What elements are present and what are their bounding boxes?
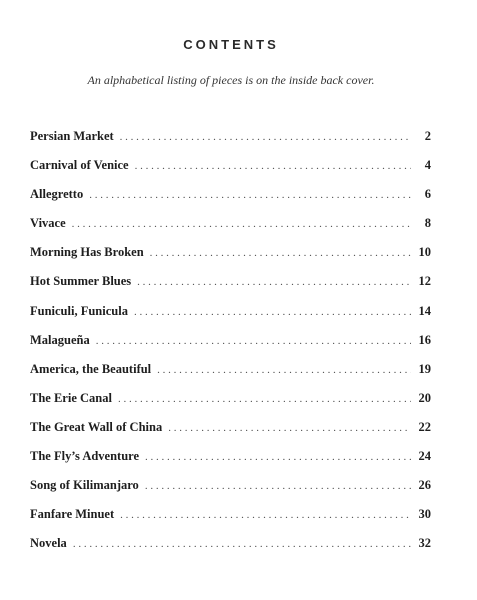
- toc-entry[interactable]: [30, 420, 431, 449]
- toc-entry-page: 16: [418, 332, 431, 347]
- toc-entry-page: 22: [418, 419, 431, 434]
- toc-entry-title: Malagueña: [30, 332, 90, 347]
- page-title: CONTENTS: [183, 37, 279, 52]
- toc-entry-title: Song of Kilimanjaro: [30, 478, 139, 493]
- toc-entry-title: Novela: [30, 536, 67, 551]
- toc-entry-title: Funiculi, Funicula: [30, 303, 128, 318]
- toc-entry[interactable]: [30, 536, 431, 565]
- toc-entry-page: 14: [418, 303, 431, 318]
- toc-entry-page: 4: [424, 158, 431, 173]
- toc-entry-title: Fanfare Minuet: [30, 507, 115, 522]
- toc-entry-title: The Erie Canal: [30, 390, 112, 405]
- toc-entry-page: 26: [418, 478, 431, 493]
- toc-entry-title: Hot Summer Blues: [30, 274, 132, 289]
- toc-entry[interactable]: [30, 245, 431, 274]
- table-of-contents: [30, 129, 431, 565]
- toc-entry-page: 12: [418, 274, 431, 289]
- toc-entry-page: 32: [418, 536, 431, 551]
- toc-entry[interactable]: [30, 391, 431, 420]
- toc-entry-title: The Fly’s Adventure: [30, 449, 140, 464]
- toc-entry-page: 10: [418, 245, 431, 260]
- toc-entry[interactable]: [30, 449, 431, 478]
- toc-entry[interactable]: [30, 507, 431, 536]
- toc-entry[interactable]: [30, 187, 431, 216]
- toc-entry-title: Carnival of Venice: [30, 158, 129, 173]
- dot-leader: [72, 218, 411, 230]
- toc-entry[interactable]: [30, 478, 431, 507]
- dot-leader: [118, 393, 411, 405]
- toc-entry-page: 19: [418, 361, 431, 376]
- dot-leader: [150, 247, 411, 259]
- dot-leader: [135, 160, 411, 172]
- toc-entry-page: 20: [418, 390, 431, 405]
- toc-entry[interactable]: [30, 304, 431, 333]
- dot-leader: [145, 451, 411, 463]
- toc-entry-page: 24: [418, 449, 431, 464]
- toc-entry-title: Vivace: [30, 216, 66, 231]
- toc-entry-title: The Great Wall of China: [30, 419, 163, 434]
- toc-entry[interactable]: [30, 333, 431, 362]
- toc-entry-page: 2: [424, 129, 431, 143]
- toc-entry-title: Allegretto: [30, 187, 84, 202]
- dot-leader: [120, 131, 411, 143]
- dot-leader: [157, 364, 411, 376]
- dot-leader: [145, 480, 411, 492]
- toc-entry-title: Persian Market: [30, 129, 114, 143]
- toc-entry-title: America, the Beautiful: [30, 361, 152, 376]
- dot-leader: [168, 422, 411, 434]
- dot-leader: [120, 509, 411, 521]
- dot-leader: [89, 189, 411, 201]
- toc-entry-page: 6: [424, 187, 431, 202]
- dot-leader: [134, 306, 411, 318]
- toc-entry[interactable]: [30, 158, 431, 187]
- toc-entry-page: 30: [418, 507, 431, 522]
- page-subtitle: An alphabetical listing of pieces is on the inside back cover.: [87, 73, 375, 87]
- toc-entry[interactable]: [30, 216, 431, 245]
- dot-leader: [96, 335, 411, 347]
- toc-entry-title: Morning Has Broken: [30, 245, 144, 260]
- dot-leader: [137, 276, 411, 288]
- toc-entry[interactable]: [30, 274, 431, 303]
- dot-leader: [73, 538, 411, 550]
- toc-entry[interactable]: [30, 362, 431, 391]
- toc-entry-page: 8: [424, 216, 431, 231]
- toc-entry[interactable]: [30, 129, 431, 158]
